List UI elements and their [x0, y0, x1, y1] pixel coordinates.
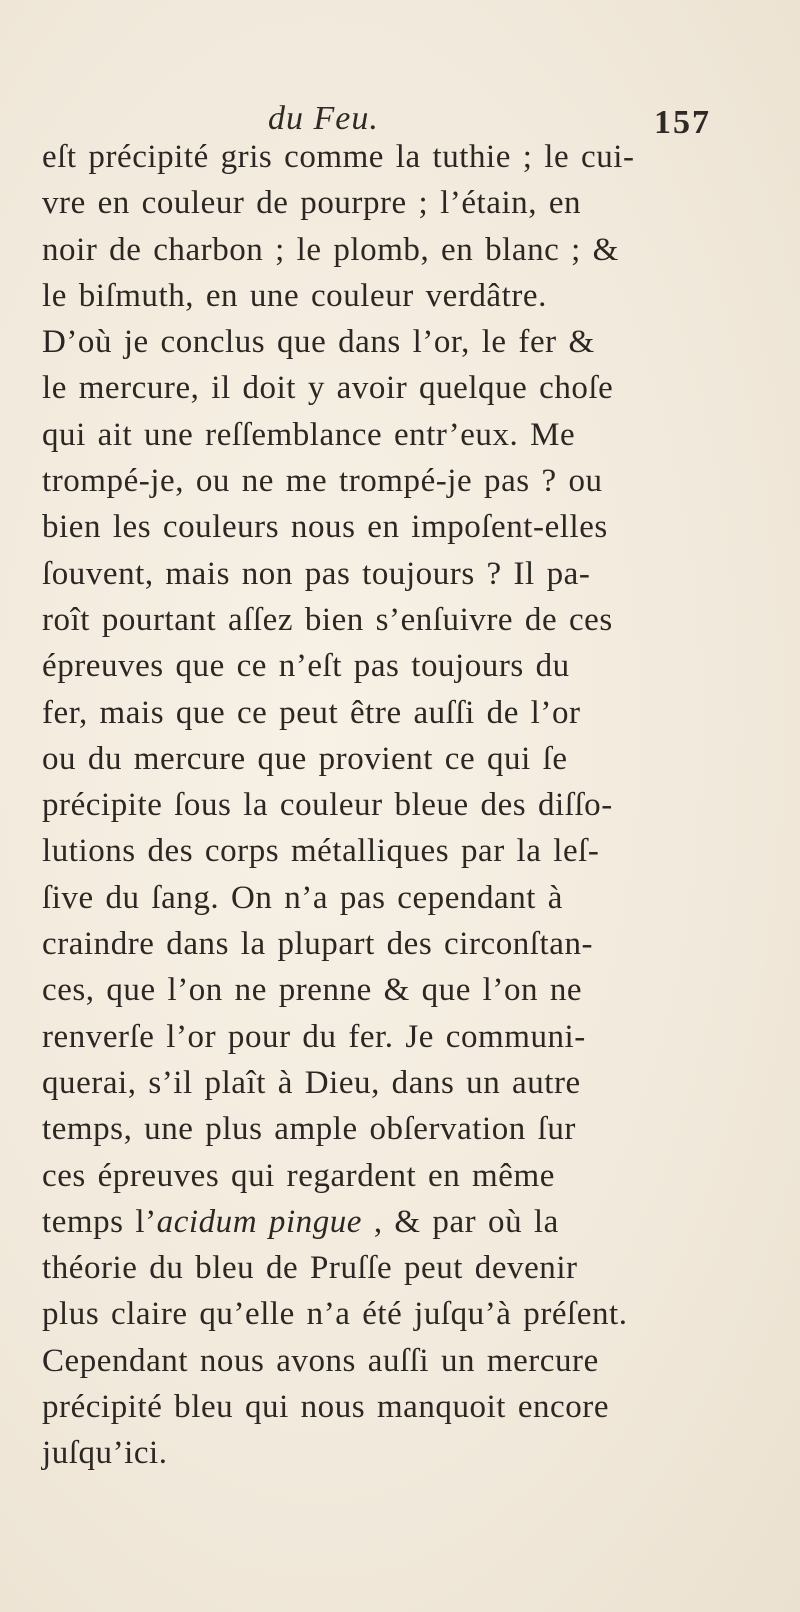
book-page: du Feu. 157 eſt précipité gris comme la tuthie ; le cui- vre en couleur de pourpre ; l’étain, en noir de charbon ; le plomb, en blanc ; & le biſmuth, en une couleur verdâtre. D’où je conclus que dans l’or, le fer & le mercure, il doit y avoir quelque choſe qui ait une reſſemblance entr’eux. Me trompé-je, ou ne me trompé-je pas ? ou bien les couleurs nous en impoſent-elles ſouvent, mais non pas toujours ? Il pa- roît pourtant aſſez bien s’enſuivre de ces épreuves que ce n’eſt pas toujours du fer, mais que ce peut être auſſi de l’or ou du mercure que provient ce qui ſe précipite ſous la couleur bleue des diſſo- lutions des corps métalliques par la leſ- ſive du ſang. On n’a pas cependant à craindre dans la plupart des circonſtan- ces, que l’on ne prenne & que l’on ne renverſe l’or pour du fer. Je communi- querai, s’il plaît à Dieu, dans un autre temps, une plus ample obſervation ſur ces épreuves qui regardent en même temps l’acidum pingue , & par où la théorie du bleu de Pruſſe peut devenir plus claire qu’elle n’a été juſqu’à préſent. Cependant nous avons auſſi un mercure précipité bleu qui nous manquoit encore juſqu’ici. — [0, 0, 800, 1612]
text-segment: , & par où la — [362, 1203, 559, 1240]
text-segment: temps l’ — [42, 1203, 157, 1240]
running-head: du Feu. — [268, 100, 379, 137]
page-number: 157 — [654, 104, 711, 141]
italic-term: acidum pingue — [156, 1203, 363, 1240]
